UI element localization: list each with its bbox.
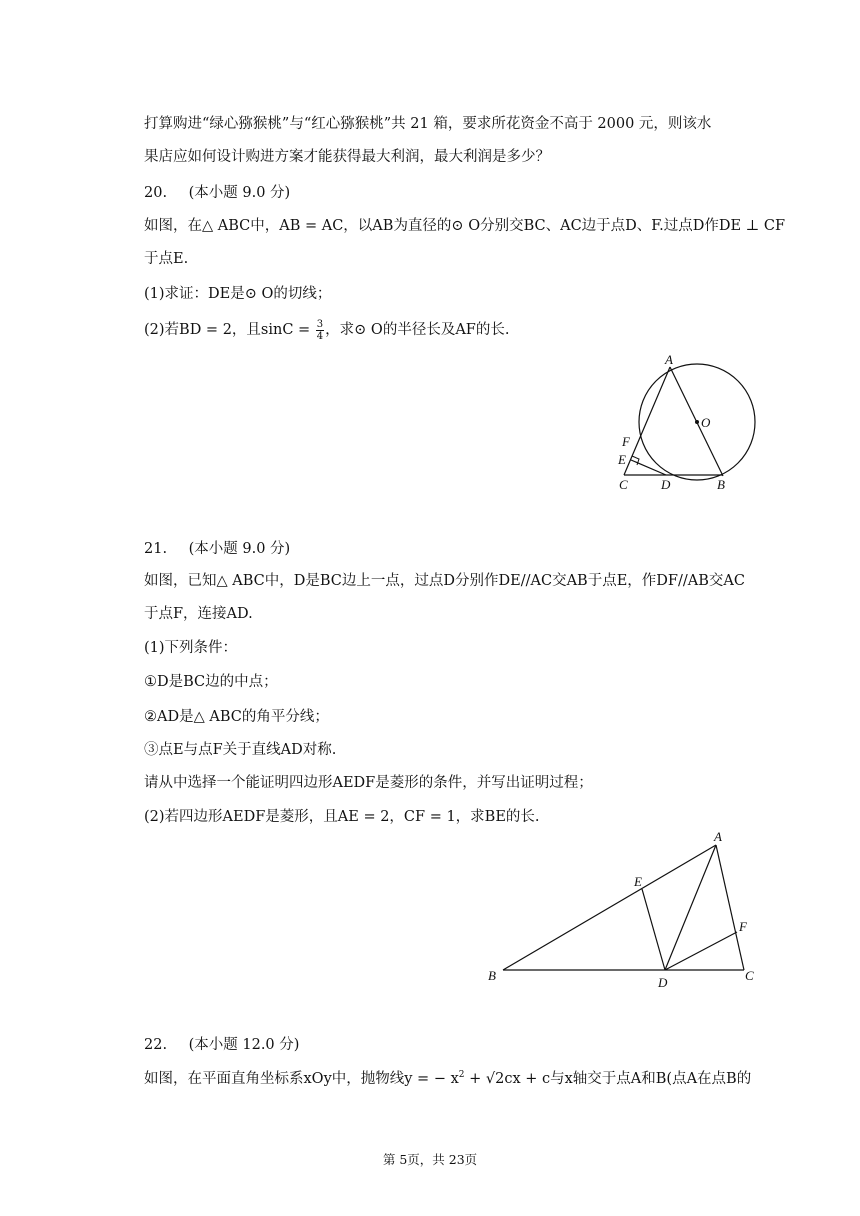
label-a: A	[665, 352, 673, 367]
q21-part-1: (1)下列条件：	[144, 640, 238, 656]
label-c: C	[619, 477, 628, 492]
q21-number: 21.	[144, 541, 168, 557]
q22-stem-b: + √2cx + c与x轴交于点A和B(点A在点B的	[464, 1071, 752, 1087]
q20-figure	[610, 350, 770, 495]
q20-stem-line-2: 于点E.	[144, 251, 189, 267]
label-f: F	[622, 434, 630, 449]
q21-stem-line-2: 于点F，连接AD.	[144, 606, 253, 622]
page-footer: 第 5页，共 23页	[382, 1152, 478, 1167]
q22-score: (本小题 12.0 分)	[188, 1037, 300, 1053]
label-e: E	[634, 874, 642, 889]
point-o	[695, 420, 699, 424]
q19-text-line-1: 打算购进“绿心猕猴桃”与“红心猕猴桃”共 21 箱，要求所花资金不高于 2000 元，则该水	[144, 116, 712, 132]
q21-figure	[480, 828, 770, 998]
q20-score: (本小题 9.0 分)	[188, 185, 291, 201]
q21-condition-2: ②AD是△ ABC的角平分线；	[144, 709, 329, 725]
q20-stem-line-1: 如图，在△ ABC中，AB = AC，以AB为直径的⊙ O分别交BC、AC边于点D、F.过点D作DE ⊥ CF	[144, 218, 786, 234]
label-d: D	[661, 477, 671, 492]
label-f: F	[739, 919, 747, 934]
q20-part-2-a: (2)若BD = 2，且sinC =	[144, 322, 315, 338]
q20-part-2-b: ，求⊙ O的半径长及AF的长.	[325, 322, 510, 338]
q21-part-2: (2)若四边形AEDF是菱形，且AE = 2，CF = 1，求BE的长.	[144, 809, 540, 825]
label-e: E	[618, 452, 626, 467]
q22-number: 22.	[144, 1037, 168, 1053]
segment-ba	[503, 845, 716, 970]
segment-ac	[716, 845, 744, 970]
label-b: B	[717, 477, 725, 492]
q20-fraction-denominator: 4	[316, 330, 324, 342]
q21-instruction: 请从中选择一个能证明四边形AEDF是菱形的条件，并写出证明过程；	[144, 775, 593, 791]
q21-score: (本小题 9.0 分)	[188, 541, 291, 557]
segment-da	[665, 845, 716, 970]
q20-part-2	[144, 318, 509, 342]
segment-ac	[624, 367, 670, 475]
q20-header	[144, 181, 290, 202]
label-o: O	[701, 415, 711, 430]
q22-exponent: 2	[458, 1070, 465, 1081]
label-b: B	[488, 968, 496, 983]
q22-stem-a: 如图，在平面直角坐标系xOy中，抛物线y = − x	[144, 1071, 459, 1087]
segment-df	[665, 932, 737, 970]
q21-stem-line-1: 如图，已知△ ABC中，D是BC边上一点，过点D分别作DE//AC交AB于点E，作DF//AB交AC	[144, 573, 745, 589]
label-c: C	[745, 968, 754, 983]
label-a: A	[714, 829, 722, 844]
q20-number: 20.	[144, 185, 168, 201]
label-d: D	[658, 975, 668, 990]
q20-fraction-numerator: 3	[316, 318, 324, 330]
q21-header	[144, 537, 290, 558]
q22-stem-line-1	[144, 1067, 751, 1088]
q22-header	[144, 1033, 299, 1054]
q20-part-1: (1)求证：DE是⊙ O的切线；	[144, 286, 332, 302]
q21-condition-1: ①D是BC边的中点；	[144, 674, 278, 690]
segment-de	[642, 889, 665, 970]
q19-text-line-2: 果店应如何设计购进方案才能获得最大利润，最大利润是多少？	[144, 149, 550, 165]
q21-condition-3: ③点E与点F关于直线AD对称.	[144, 742, 337, 758]
q20-fraction	[316, 319, 324, 342]
